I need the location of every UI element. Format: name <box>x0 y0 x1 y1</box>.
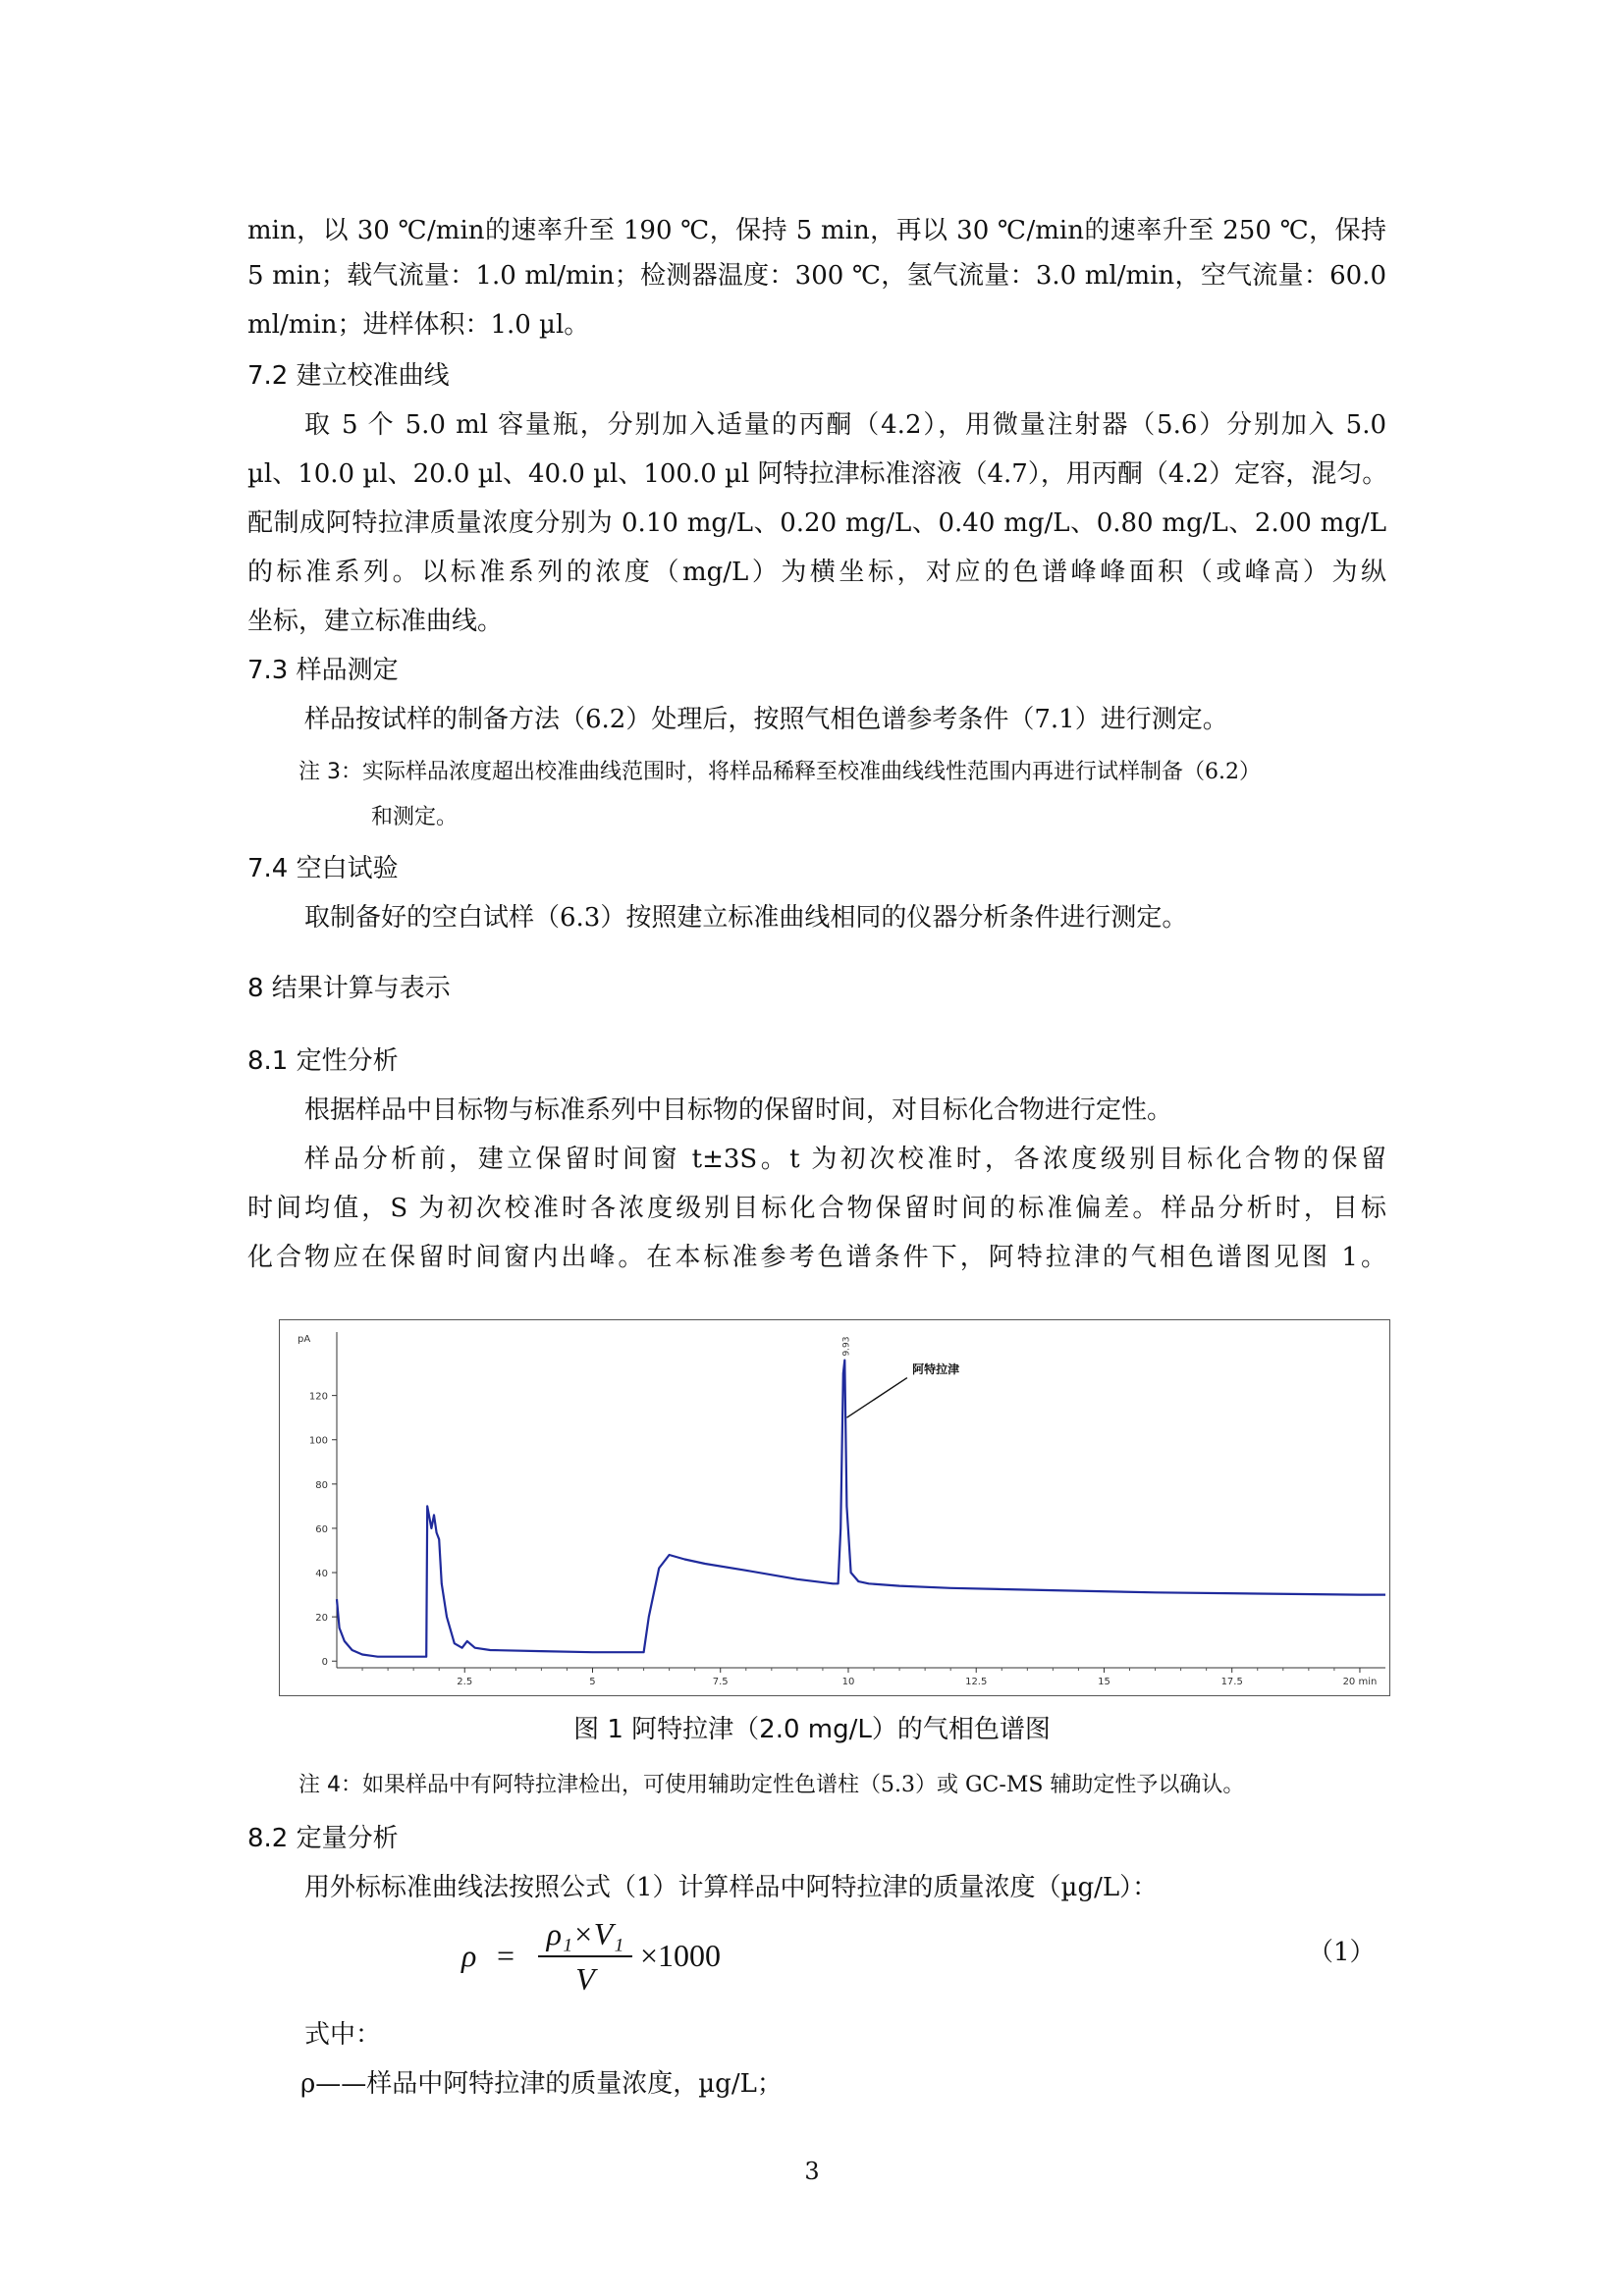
peak-label-leader <box>846 1378 906 1418</box>
y-tick-label: 80 <box>315 1479 328 1491</box>
gc-conditions-line-1: min，以 30 ℃/min的速率升至 190 ℃，保持 5 min，再以 30 ℃/min的速率升至 250 ℃，保持 <box>247 216 1386 245</box>
formula-1 <box>461 1914 756 2002</box>
y-tick-label: 0 <box>321 1657 328 1669</box>
paragraph-8-2-line-2: 式中： <box>304 2020 382 2050</box>
chart-series <box>337 1361 1385 1657</box>
formula-fraction <box>538 1914 632 1999</box>
formula-equals: = <box>497 1938 515 1973</box>
formula-multiplier: ×1000 <box>640 1938 722 1973</box>
formula-denominator: V <box>575 1961 595 1997</box>
definition-rho: ρ——样品中阿特拉津的质量浓度，µg/L； <box>300 2069 783 2099</box>
section-8-heading: 8 结果计算与表示 <box>247 974 451 1003</box>
paragraph-8-1-line-4: 化合物应在保留时间窗内出峰。在本标准参考色谱条件下，阿特拉津的气相色谱图见图 1。 <box>247 1243 1386 1272</box>
y-axis-unit-label: pA <box>298 1334 311 1345</box>
chart-axes <box>337 1332 1385 1668</box>
section-8-1-heading: 8.1 定性分析 <box>247 1046 399 1076</box>
chromatogram-trace <box>337 1361 1385 1657</box>
note-3-text-1: 实际样品浓度超出校准曲线范围时，将样品稀释至校准曲线线性范围内再进行试样制备（6.2） <box>362 760 1261 784</box>
gc-conditions-line-2: 5 min；载气流量：1.0 ml/min；检测器温度：300 ℃，氢气流量：3.0 ml/min，空气流量：60.0 <box>247 261 1386 291</box>
y-tick-label: 40 <box>315 1569 328 1580</box>
x-tick-label: 2.5 <box>457 1677 473 1687</box>
page-number: 3 <box>804 2158 820 2185</box>
paragraph-7-3-line-1: 样品按试样的制备方法（6.2）处理后，按照气相色谱参考条件（7.1）进行测定。 <box>304 705 1228 734</box>
y-tick-label: 20 <box>315 1613 328 1625</box>
note-4-label: 注 4： <box>298 1773 362 1797</box>
x-tick-label: 10 <box>841 1677 855 1687</box>
x-tick-label: 17.5 <box>1220 1677 1243 1687</box>
paragraph-7-2-line-4: 的标准系列。以标准系列的浓度（mg/L）为横坐标，对应的色谱峰峰面积（或峰高）为纵 <box>247 558 1386 587</box>
x-tick-label: 7.5 <box>712 1677 729 1687</box>
paragraph-8-1-line-2: 样品分析前，建立保留时间窗 t±3S。t 为初次校准时，各浓度级别目标化合物的保留 <box>304 1145 1386 1174</box>
section-7-2-heading: 7.2 建立校准曲线 <box>247 361 450 391</box>
section-7-3-heading: 7.3 样品测定 <box>247 656 399 685</box>
equation-number: （1） <box>1308 1938 1376 1967</box>
x-tick-label: 12.5 <box>965 1677 988 1687</box>
chromatogram-svg <box>280 1320 1389 1695</box>
formula-numerator: ρ₁×V₁ <box>546 1916 624 1951</box>
paragraph-7-2-line-5: 坐标，建立标准曲线。 <box>247 607 504 636</box>
paragraph-8-1-line-3: 时间均值，S 为初次校准时各浓度级别目标化合物保留时间的标准偏差。样品分析时，目标 <box>247 1194 1386 1223</box>
peak-compound-label: 阿特拉津 <box>912 1362 960 1377</box>
chart-ticks <box>298 1334 1377 1687</box>
formula-fraction-bar <box>538 1955 632 1957</box>
paragraph-7-2-line-3: 配制成阿特拉津质量浓度分别为 0.10 mg/L、0.20 mg/L、0.40 mg/L、0.80 mg/L、2.00 mg/L <box>247 508 1386 538</box>
note-3-label: 注 3： <box>298 760 362 784</box>
paragraph-8-1-line-1: 根据样品中目标物与标准系列中目标物的保留时间，对目标化合物进行定性。 <box>304 1095 1173 1125</box>
note-4 <box>298 1771 1244 1800</box>
chart-annotations <box>841 1337 960 1418</box>
x-tick-label: 5 <box>589 1677 596 1687</box>
note-3 <box>298 758 1261 787</box>
section-8-2-heading: 8.2 定量分析 <box>247 1824 399 1853</box>
gc-conditions-line-3: ml/min；进样体积：1.0 µl。 <box>247 310 590 340</box>
section-7-4-heading: 7.4 空白试验 <box>247 854 399 883</box>
paragraph-7-4-line-1: 取制备好的空白试样（6.3）按照建立标准曲线相同的仪器分析条件进行测定。 <box>304 903 1188 933</box>
figure-1-caption: 图 1 阿特拉津（2.0 mg/L）的气相色谱图 <box>573 1715 1051 1744</box>
note-3-text-2: 和测定。 <box>371 805 459 829</box>
note-4-text-1: 如果样品中有阿特拉津检出，可使用辅助定性色谱柱（5.3）或 GC-MS 辅助定性予以确认。 <box>362 1773 1245 1797</box>
x-tick-label: 20 min <box>1342 1677 1378 1687</box>
paragraph-8-2-line-1: 用外标标准曲线法按照公式（1）计算样品中阿特拉津的质量浓度（µg/L）： <box>304 1873 1159 1902</box>
x-tick-label: 15 <box>1098 1677 1110 1687</box>
paragraph-7-2-line-1: 取 5 个 5.0 ml 容量瓶，分别加入适量的丙酮（4.2），用微量注射器（5.6）分别加入 5.0 <box>304 410 1386 440</box>
y-tick-label: 60 <box>315 1523 328 1535</box>
formula-lhs: ρ <box>461 1938 477 1973</box>
chromatogram-figure <box>279 1319 1390 1696</box>
peak-retention-time-label: 9.93 <box>841 1336 852 1357</box>
y-tick-label: 120 <box>308 1391 328 1403</box>
y-tick-label: 100 <box>308 1435 328 1447</box>
paragraph-7-2-line-2: µl、10.0 µl、20.0 µl、40.0 µl、100.0 µl 阿特拉津标准溶液（4.7），用丙酮（4.2）定容，混匀。 <box>247 459 1388 489</box>
